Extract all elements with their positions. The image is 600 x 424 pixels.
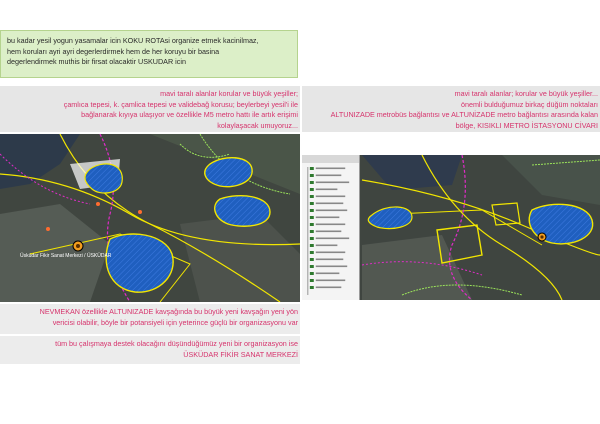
right-map-image xyxy=(302,155,600,300)
bottom-caption-2 xyxy=(0,336,300,364)
left-map-label: Üsküdar Fikir Sanat Merkezi / ÜSKÜDAR xyxy=(20,253,112,259)
bottom-caption-1-line: NEVMEKAN özellikle ALTUNIZADE kavşağında bu büyük yeni kavşağın yeni yön xyxy=(39,307,298,316)
left-caption-line: bağlanarak kıyıya ulaşıyor ve özellikle M5 metro hattı ile artık erişimi xyxy=(81,110,298,119)
right-caption xyxy=(302,86,600,132)
left-caption-line: kolaylaşacak umuyoruz... xyxy=(217,120,298,130)
bottom-caption-1 xyxy=(0,304,300,334)
bottom-caption-1-line: vericisi olabilir, böyle bir potansiyeli için yeterince güçlü bir organizasyonu var xyxy=(52,317,298,327)
left-caption xyxy=(0,86,300,132)
top-note-line: hem koruları ayri ayri degerlerdirmek hem de her koruyu bir basina xyxy=(7,46,220,56)
top-note-line: degerlendirmek muthis bir firsat olacaktir USKUDAR icin xyxy=(7,57,186,66)
top-note xyxy=(0,30,298,78)
layer-panel xyxy=(302,155,360,300)
left-map-image xyxy=(0,134,300,302)
bottom-caption-2-line: tüm bu çalışmaya destek olacağını düşündüğümüz yeni bir organizasyon ise xyxy=(55,339,298,348)
right-caption-line: bölge, KISIKLI METRO İSTASYONU CİVARI xyxy=(455,120,598,130)
left-caption-line: çamlıca tepesi, k. çamlica tepesi ve validebağ korusu; beylerbeyi yesil'i ile xyxy=(63,99,298,109)
left-caption-line: mavi taralı alanlar korular ve büyük yeşiller; xyxy=(160,89,298,98)
right-caption-line: mavi taralı alanlar; korular ve büyük yeşiller... xyxy=(454,89,598,98)
layer-tree-graphic xyxy=(302,155,359,300)
top-note-line: bu kadar yesil yogun yasamalar icin KOKU ROTAsi organize etmek kacinilmaz, xyxy=(7,36,259,45)
left-map-graphic xyxy=(0,134,300,302)
bottom-caption-2-line: ÜSKÜDAR FİKİR SANAT MERKEZİ xyxy=(183,349,298,359)
right-caption-line: önemli bulduğumuz birkaç düğüm noktaları xyxy=(460,99,598,109)
right-caption-line: ALTUNIZADE metrobüs bağlantısı ve ALTUNİZADE metro bağlantısı arasında kalan xyxy=(330,110,598,119)
